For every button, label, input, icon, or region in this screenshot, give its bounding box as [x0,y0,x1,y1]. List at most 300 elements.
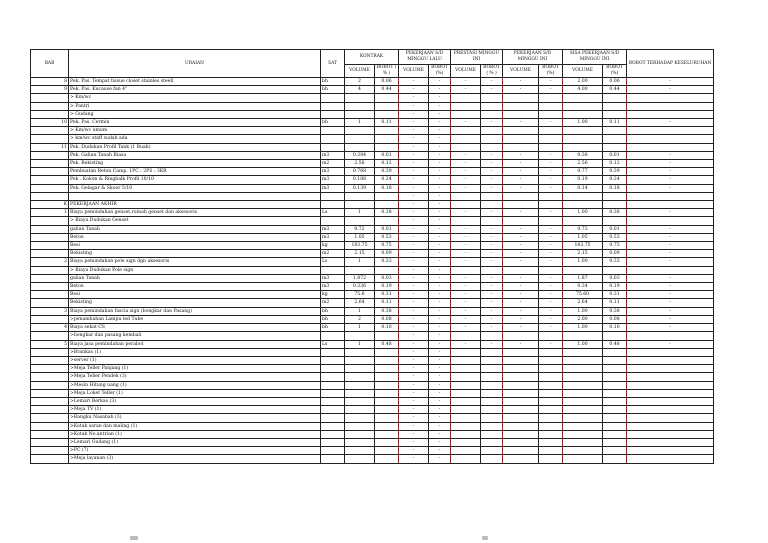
table-row [31,135,714,143]
last-week-volume: - [399,135,429,143]
to-date-volume: - [503,307,539,315]
row-number: 2 [31,258,69,266]
remaining-weight: 0.31 [603,291,627,299]
remaining-weight: 0.38 [603,209,627,217]
to-date-volume [503,373,539,381]
table-row [31,356,714,364]
last-week-weight: - [429,307,451,315]
contract-weight [375,365,399,373]
this-week-weight [481,389,503,397]
to-date-weight [539,365,563,373]
row-description: Biaya pemindahan fascia sign (bongkar dan Pasang) [69,307,321,315]
remaining-weight [603,447,627,455]
to-date-weight [539,389,563,397]
last-week-weight: - [429,291,451,299]
row-number: 3 [31,307,69,315]
to-date-volume [503,406,539,414]
to-date-volume [503,365,539,373]
remaining-weight: 0.03 [603,274,627,282]
remaining-weight [603,94,627,102]
to-date-weight [539,201,563,209]
last-week-weight: - [429,168,451,176]
to-date-weight: - [539,274,563,282]
row-description [69,192,321,200]
row-description: Pek . Kolom & Ringbalk Profil 10/10 [69,176,321,184]
this-week-weight [481,266,503,274]
last-week-weight: - [429,78,451,86]
last-week-volume: - [399,422,429,430]
row-unit [321,348,345,356]
this-week-volume [451,266,481,274]
col-minggu-ini: PRESTASI MINGGU INI [451,50,503,65]
last-week-volume: - [399,258,429,266]
row-number [31,447,69,455]
row-number [31,283,69,291]
this-week-volume: - [451,233,481,241]
to-date-volume [503,217,539,225]
to-date-weight: - [539,78,563,86]
overall-weight [627,422,714,430]
last-week-volume: - [399,414,429,422]
contract-weight [375,455,399,463]
table-row [31,78,714,86]
contract-volume [345,201,375,209]
last-week-volume: - [399,381,429,389]
contract-weight [375,201,399,209]
remaining-volume: 1.05 [563,233,603,241]
table-row [31,438,714,446]
row-description: galian Tanah [69,274,321,282]
row-unit: bh [321,78,345,86]
last-week-weight: - [429,340,451,348]
this-week-volume [451,332,481,340]
row-description: >Meja Loket Teller (1) [69,389,321,397]
row-number: 4 [31,324,69,332]
last-week-volume: - [399,110,429,118]
this-week-weight [481,143,503,151]
progress-report-sheet [30,49,713,464]
overall-weight [627,217,714,225]
contract-volume [345,381,375,389]
row-description: Biaya sekat CS [69,324,321,332]
last-week-volume: - [399,225,429,233]
to-date-volume [503,135,539,143]
this-week-weight [481,217,503,225]
remaining-volume [563,143,603,151]
row-description: Pek. Galian Tanah Biasa [69,151,321,159]
contract-volume: 2.15 [345,250,375,258]
row-unit [321,373,345,381]
row-unit: Ls [321,258,345,266]
row-description: > Pantri [69,102,321,110]
table-row [31,307,714,315]
row-number [31,406,69,414]
sub-volume: VOLUME [563,65,603,78]
row-description: Pek. Pas. Cermin [69,119,321,127]
to-date-volume: - [503,274,539,282]
this-week-volume: - [451,307,481,315]
sub-bobot: BOBOT ( % ) [375,65,399,78]
overall-weight: - [627,315,714,323]
to-date-weight: - [539,315,563,323]
contract-weight [375,381,399,389]
contract-volume: 2 [345,315,375,323]
row-number [31,242,69,250]
remaining-volume [563,430,603,438]
overall-weight [627,389,714,397]
to-date-volume: - [503,151,539,159]
table-row [31,250,714,258]
to-date-weight: - [539,283,563,291]
remaining-volume [563,110,603,118]
row-description: Biaya pemindahan genset,rumah genset dan aksesoris [69,209,321,217]
contract-volume [345,332,375,340]
remaining-weight [603,201,627,209]
this-week-volume [451,102,481,110]
this-week-volume [451,135,481,143]
contract-volume [345,143,375,151]
last-week-volume: - [399,143,429,151]
overall-weight [627,406,714,414]
overall-weight: - [627,119,714,127]
contract-volume: 1 [345,258,375,266]
overall-weight: - [627,151,714,159]
contract-volume: 183.75 [345,242,375,250]
contract-weight: 0.11 [375,299,399,307]
last-week-weight: - [429,422,451,430]
remaining-weight: 0.08 [603,315,627,323]
this-week-weight [481,201,503,209]
remaining-volume [563,356,603,364]
last-week-volume: - [399,447,429,455]
contract-volume: 75.6 [345,291,375,299]
row-number [31,356,69,364]
this-week-volume: - [451,119,481,127]
remaining-weight: 0.11 [603,299,627,307]
contract-volume: 1.872 [345,274,375,282]
remaining-weight: 0.48 [603,340,627,348]
remaining-volume [563,381,603,389]
contract-volume: 1 [345,209,375,217]
to-date-weight [539,348,563,356]
contract-weight [375,389,399,397]
to-date-volume: - [503,299,539,307]
to-date-volume [503,201,539,209]
table-row [31,299,714,307]
remaining-weight [603,373,627,381]
overall-weight [627,373,714,381]
contract-weight: 0.33 [375,258,399,266]
to-date-weight: - [539,233,563,241]
col-uraian: URAIAN [69,50,321,78]
overall-weight [627,397,714,405]
remaining-volume [563,201,603,209]
remaining-weight: 0.09 [603,250,627,258]
contract-weight: 0.53 [375,233,399,241]
row-description: >Kotak saran dan maling (1) [69,422,321,430]
remaining-weight: 0.75 [603,242,627,250]
to-date-volume [503,381,539,389]
remaining-volume: 0.77 [563,168,603,176]
to-date-volume: - [503,78,539,86]
this-week-volume: - [451,242,481,250]
sub-volume: VOLUME [399,65,429,78]
this-week-weight: - [481,233,503,241]
table-row [31,258,714,266]
overall-weight: - [627,324,714,332]
remaining-volume [563,332,603,340]
contract-weight [375,397,399,405]
to-date-volume: - [503,291,539,299]
table-row [31,168,714,176]
contract-volume [345,414,375,422]
row-unit [321,381,345,389]
overall-weight: - [627,242,714,250]
row-unit: m3 [321,283,345,291]
row-unit: bh [321,86,345,94]
row-unit [321,94,345,102]
contract-weight: 0.48 [375,340,399,348]
to-date-weight: - [539,225,563,233]
this-week-weight [481,430,503,438]
row-description: >Meja layanan (3) [69,455,321,463]
overall-weight [627,348,714,356]
row-number [31,299,69,307]
this-week-volume [451,192,481,200]
this-week-volume: - [451,78,481,86]
row-number [31,291,69,299]
overall-weight [627,455,714,463]
this-week-volume [451,389,481,397]
this-week-weight: - [481,315,503,323]
row-unit: m3 [321,184,345,192]
overall-weight [627,447,714,455]
overall-weight [627,192,714,200]
overall-weight: - [627,340,714,348]
contract-volume: 1 [345,340,375,348]
overall-weight [627,365,714,373]
contract-weight [375,414,399,422]
row-unit [321,422,345,430]
last-week-volume: - [399,356,429,364]
overall-weight: - [627,184,714,192]
contract-volume [345,430,375,438]
to-date-volume [503,430,539,438]
row-unit: m2 [321,299,345,307]
overall-weight: - [627,307,714,315]
remaining-weight [603,266,627,274]
to-date-weight [539,455,563,463]
contract-weight: 0.03 [375,274,399,282]
contract-volume [345,455,375,463]
table-row [31,430,714,438]
contract-weight [375,192,399,200]
this-week-weight [481,422,503,430]
last-week-volume: - [399,201,429,209]
to-date-weight: - [539,176,563,184]
this-week-volume: - [451,160,481,168]
table-row [31,86,714,94]
to-date-volume [503,447,539,455]
col-sisa: SISA PEKERJAAN S/D MINGGU INI [563,50,627,65]
row-unit: Ls [321,209,345,217]
remaining-volume [563,348,603,356]
this-week-weight: - [481,274,503,282]
to-date-weight [539,430,563,438]
remaining-volume [563,135,603,143]
row-description: >Bangku Nasabah (3) [69,414,321,422]
contract-volume [345,94,375,102]
row-unit [321,217,345,225]
last-week-volume: - [399,209,429,217]
row-unit [321,356,345,364]
this-week-weight: - [481,225,503,233]
remaining-weight [603,217,627,225]
row-description: >Meja Teller Panjang (1) [69,365,321,373]
this-week-weight [481,94,503,102]
to-date-volume: - [503,225,539,233]
row-number [31,225,69,233]
row-number [31,389,69,397]
to-date-weight [539,414,563,422]
row-number: K [31,201,69,209]
last-week-weight: - [429,348,451,356]
this-week-volume: - [451,86,481,94]
row-unit: m3 [321,274,345,282]
remaining-weight: 0.19 [603,283,627,291]
this-week-volume [451,201,481,209]
contract-volume: 0.336 [345,283,375,291]
remaining-volume [563,422,603,430]
row-unit [321,406,345,414]
last-week-volume: - [399,324,429,332]
last-week-volume: - [399,274,429,282]
to-date-volume [503,192,539,200]
contract-volume: 0.188 [345,176,375,184]
table-row [31,151,714,159]
remaining-volume: 1.00 [563,119,603,127]
table-row [31,242,714,250]
table-row [31,406,714,414]
this-week-volume: - [451,340,481,348]
row-description: Besi [69,291,321,299]
row-description: PEKERJAAN AKHIR [69,201,321,209]
this-week-volume [451,217,481,225]
table-row [31,455,714,463]
remaining-weight [603,397,627,405]
row-number [31,348,69,356]
this-week-volume [451,127,481,135]
remaining-volume [563,389,603,397]
row-description: Biaya jasa pemindahan perabot [69,340,321,348]
last-week-volume: - [399,233,429,241]
to-date-volume [503,110,539,118]
row-unit: m3 [321,168,345,176]
to-date-volume [503,94,539,102]
last-week-weight: - [429,225,451,233]
remaining-volume: 0.38 [563,151,603,159]
to-date-volume: - [503,258,539,266]
this-week-weight: - [481,168,503,176]
this-week-volume [451,430,481,438]
row-description: > Gudang [69,110,321,118]
last-week-volume: - [399,217,429,225]
contract-weight: 0.38 [375,307,399,315]
to-date-volume: - [503,324,539,332]
contract-weight [375,406,399,414]
remaining-weight [603,406,627,414]
table-row [31,447,714,455]
row-number [31,168,69,176]
overall-weight: - [627,283,714,291]
contract-weight: 0.10 [375,324,399,332]
last-week-volume: - [399,291,429,299]
to-date-volume [503,143,539,151]
contract-volume [345,365,375,373]
row-description: Bekisting [69,250,321,258]
contract-volume [345,348,375,356]
contract-volume [345,127,375,135]
remaining-weight: 0.24 [603,176,627,184]
to-date-weight [539,102,563,110]
contract-volume [345,406,375,414]
last-week-weight: - [429,119,451,127]
to-date-weight: - [539,340,563,348]
row-description: > Biaya Dudukan Pole sign [69,266,321,274]
remaining-volume [563,127,603,135]
contract-weight: 0.06 [375,78,399,86]
row-number [31,332,69,340]
contract-volume [345,447,375,455]
sub-bobot: BOBOT (%) [539,65,563,78]
table-row [31,324,714,332]
this-week-weight: - [481,160,503,168]
remaining-volume [563,365,603,373]
row-description: >Meja TV (1) [69,406,321,414]
last-week-volume: - [399,250,429,258]
remaining-volume: 0.14 [563,184,603,192]
this-week-volume: - [451,258,481,266]
contract-weight [375,447,399,455]
to-date-volume [503,356,539,364]
to-date-weight [539,135,563,143]
row-description: >Mesin Hitung uang (1) [69,381,321,389]
row-unit [321,365,345,373]
to-date-volume [503,422,539,430]
this-week-weight: - [481,258,503,266]
this-week-weight: - [481,78,503,86]
overall-weight [627,430,714,438]
remaining-weight [603,389,627,397]
to-date-volume: - [503,340,539,348]
last-week-weight: - [429,283,451,291]
to-date-weight: - [539,209,563,217]
row-number [31,184,69,192]
remaining-weight [603,438,627,446]
row-number: 9 [31,86,69,94]
remaining-weight [603,348,627,356]
row-description: Bekisting [69,299,321,307]
row-unit: m3 [321,233,345,241]
last-week-weight: - [429,201,451,209]
col-bobot-terhadap: BOBOT TERHADAP KESELURUHAN [627,50,714,78]
remaining-weight: 0.11 [603,119,627,127]
remaining-volume: 1.00 [563,209,603,217]
row-number: 8 [31,78,69,86]
this-week-weight: - [481,151,503,159]
overall-weight: - [627,225,714,233]
to-date-volume [503,438,539,446]
